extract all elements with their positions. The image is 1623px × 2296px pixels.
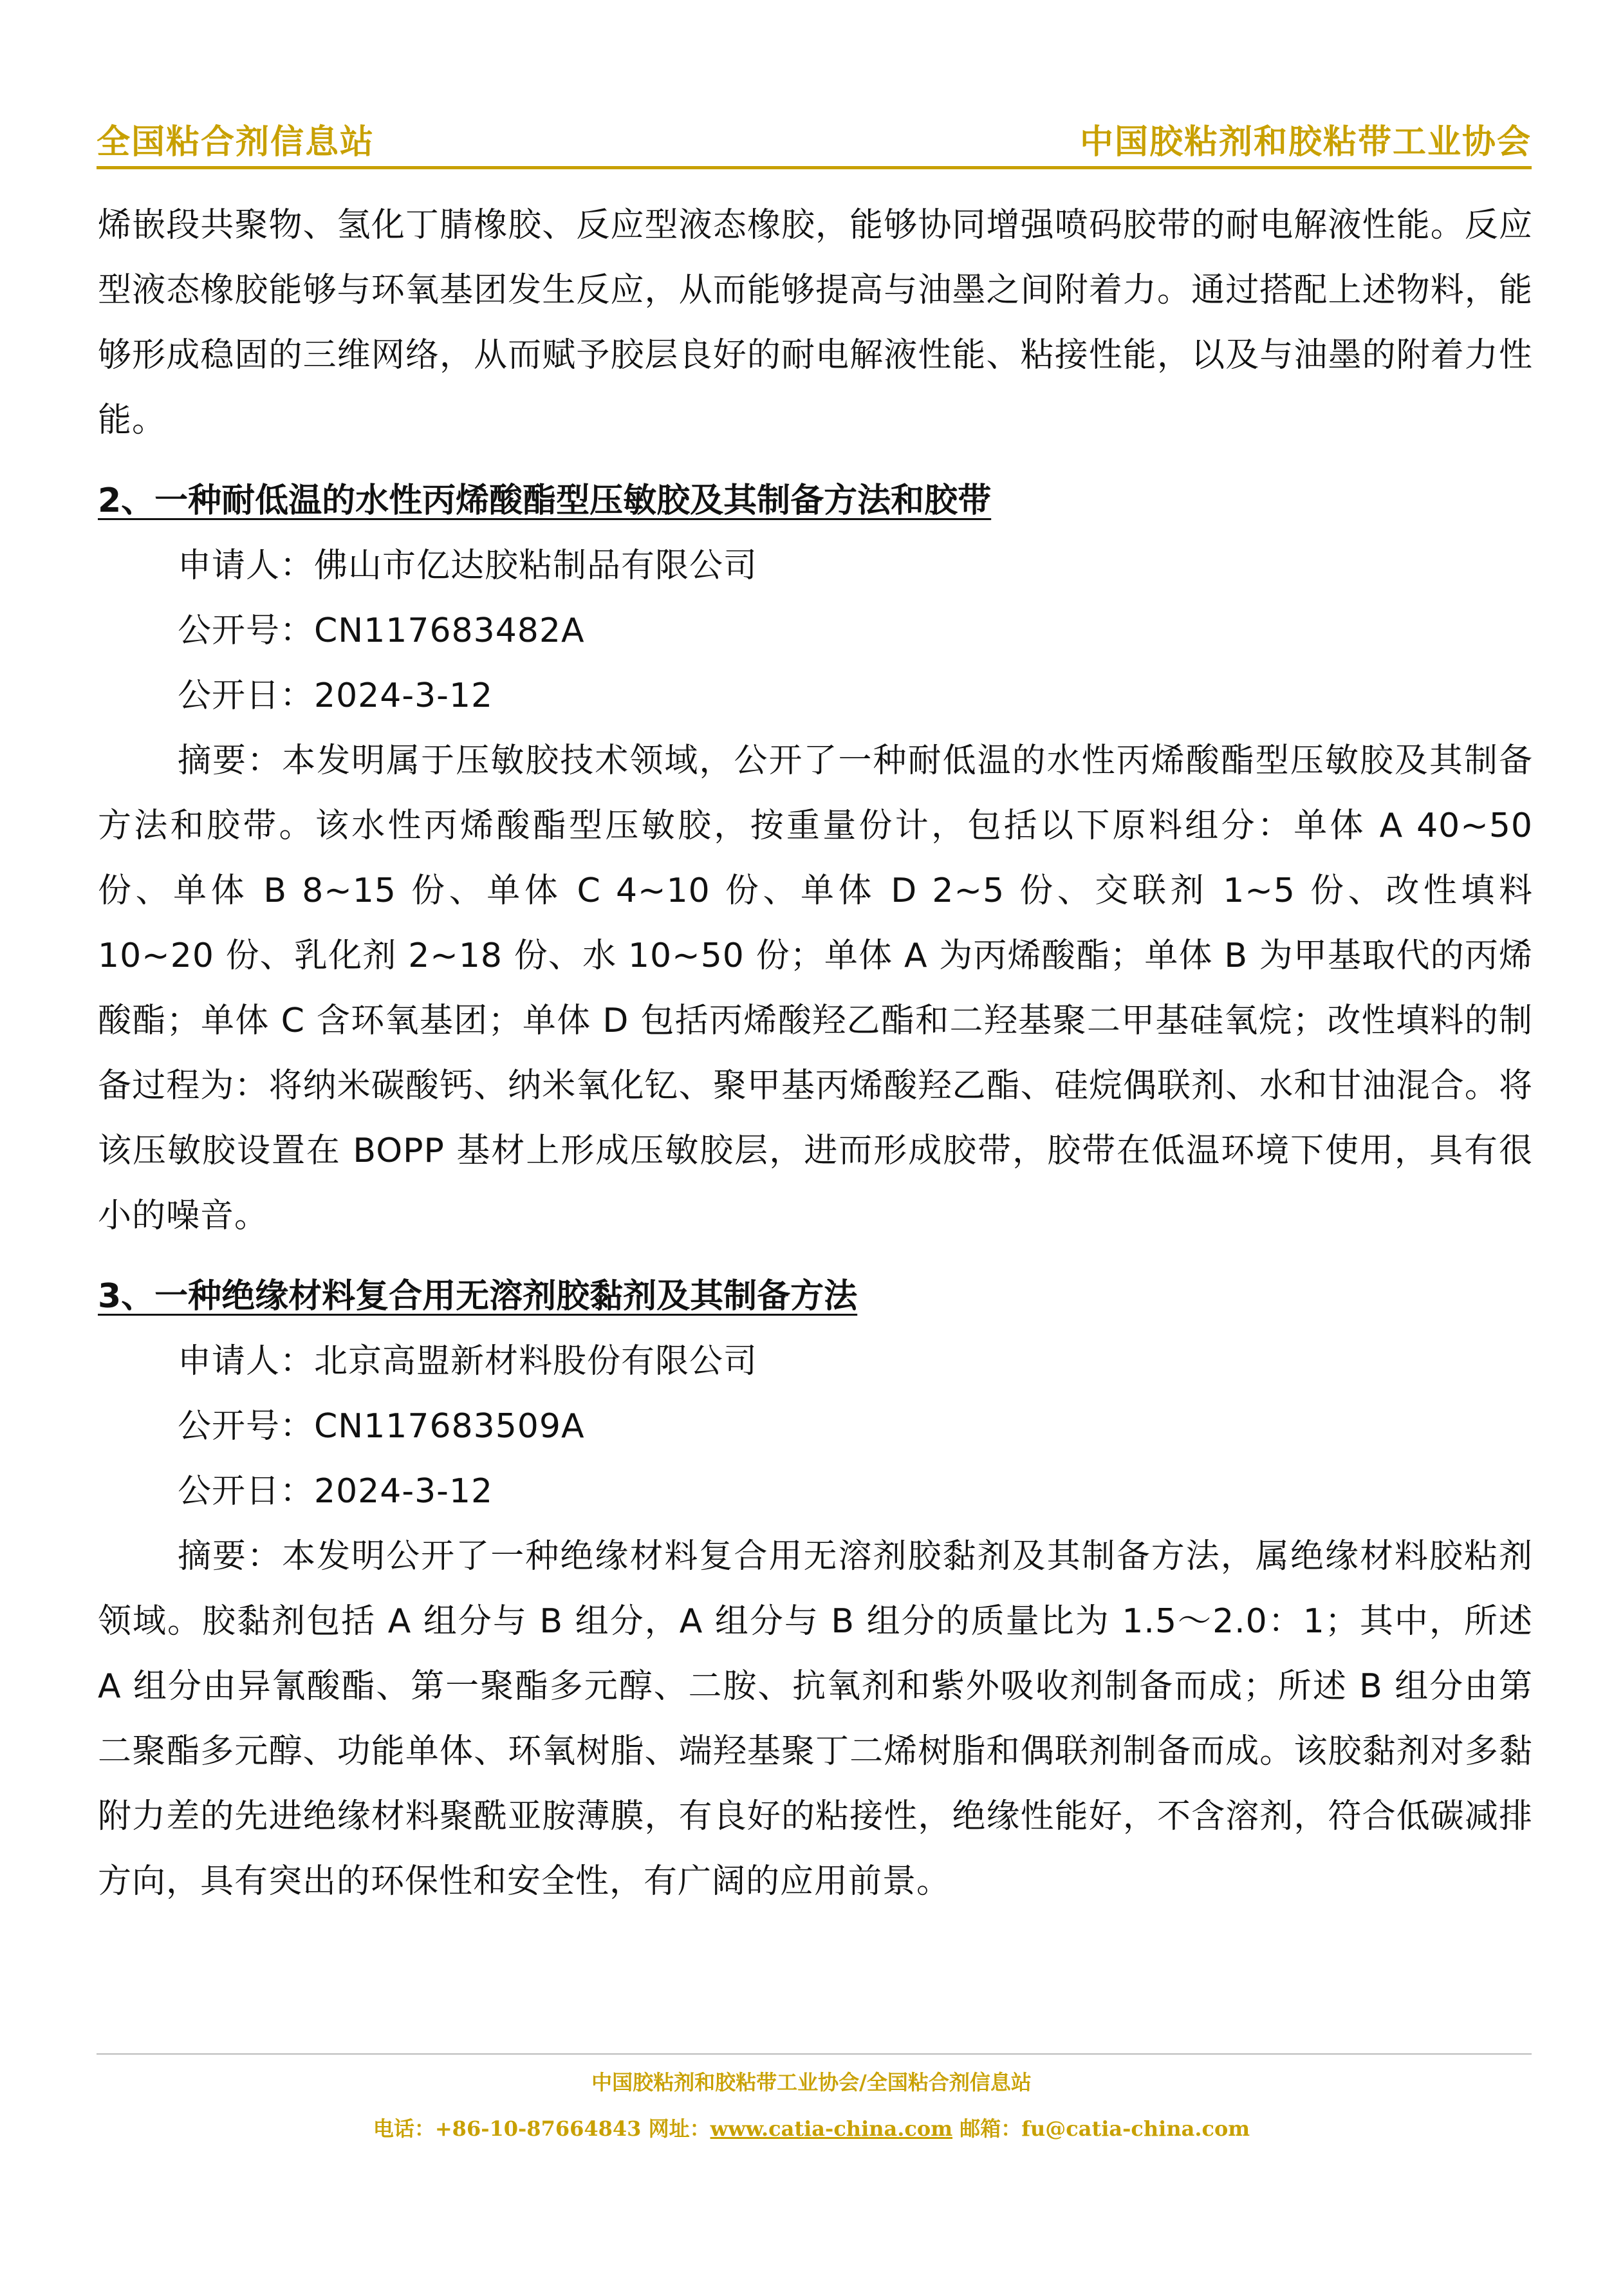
footer-contact [0,2113,1623,2142]
intro-paragraph: 烯嵌段共聚物、氢化丁腈橡胶、反应型液态橡胶，能够协同增强喷码胶带的耐电解液性能。反应型液态橡胶能够与环氧基团发生反应，从而能够提高与油墨之间附着力。通过搭配上述物料，能够形成稳固的三维网络，从而赋予胶层良好的耐电解液性能、粘接性能，以及与油墨的附着力性能。 [98,206,1533,440]
footer-phone: 电话：+86-10-87664843 网址： [373,2116,710,2141]
header-association-name: 中国胶粘剂和胶粘带工业协会 [1079,123,1532,162]
patent-abstract: 摘要：本发明公开了一种绝缘材料复合用无溶剂胶黏剂及其制备方法，属绝缘材料胶粘剂领域。胶黏剂包括 A 组分与 B 组分，A 组分与 B 组分的质量比为 1.5～2.0：1；其中，所述 A 组分由异氰酸酯、第一聚酯多元醇、二胺、抗氧剂和紫外吸收剂制备而成；所述 B 组分由第二聚酯多元醇、功能单体、环氧树脂、端羟基聚丁二烯树脂和偶联剂制备而成。该胶黏剂对多黏附力差的先进绝缘材料聚酰亚胺薄膜，有良好的粘接性，绝缘性能好，不含溶剂，符合低碳减排方向，具有突出的环保性和安全性，有广阔的应用前景。 [98,1537,1533,1901]
patent-abstract: 摘要：本发明属于压敏胶技术领域，公开了一种耐低温的水性丙烯酸酯型压敏胶及其制备方法和胶带。该水性丙烯酸酯型压敏胶，按重量份计，包括以下原料组分：单体 A 40~50 份、单体 B 8~15 份、单体 C 4~10 份、单体 D 2~5 份、交联剂 1~5 份、改性填料 10~20 份、乳化剂 2~18 份、水 10~50 份；单体 A 为丙烯酸酯；单体 B 为甲基取代的丙烯酸酯；单体 C 含环氧基团；单体 D 包括丙烯酸羟乙酯和二羟基聚二甲基硅氧烷；改性填料的制备过程为：将纳米碳酸钙、纳米氧化钇、聚甲基丙烯酸羟乙酯、硅烷偶联剂、水和甘油混合。将该压敏胶设置在 BOPP 基材上形成压敏胶层，进而形成胶带，胶带在低温环境下使用，具有很小的噪音。 [98,742,1533,1235]
patent-publication-number: 公开号：CN117683482A [178,611,585,650]
footer-email[interactable]: fu@catia-china.com [1021,2116,1250,2141]
patent-title: 3、一种绝缘材料复合用无溶剂胶黏剂及其制备方法 [98,1277,858,1316]
patent-section-3 [98,1255,1533,1914]
header-divider [97,166,1532,169]
footer-website-link[interactable]: www.catia-china.com [710,2116,953,2141]
document-body [98,193,1533,1914]
patent-publication-number: 公开号：CN117683509A [178,1407,585,1446]
patent-title: 2、一种耐低温的水性丙烯酸酯型压敏胶及其制备方法和胶带 [98,481,992,520]
header-site-name: 全国粘合剂信息站 [97,123,375,162]
patent-publication-date: 公开日：2024-3-12 [178,1472,494,1511]
footer-divider [97,2053,1532,2055]
footer-organization: 中国胶粘剂和胶粘带工业协会/全国粘合剂信息站 [591,2070,1032,2095]
patent-applicant: 申请人：北京高盟新材料股份有限公司 [178,1342,758,1381]
footer-email-label: 邮箱： [952,2116,1022,2141]
page-header [97,115,1532,166]
patent-section-2 [98,460,1533,1249]
patent-applicant: 申请人：佛山市亿达胶粘制品有限公司 [178,546,758,585]
patent-publication-date: 公开日：2024-3-12 [178,677,494,715]
